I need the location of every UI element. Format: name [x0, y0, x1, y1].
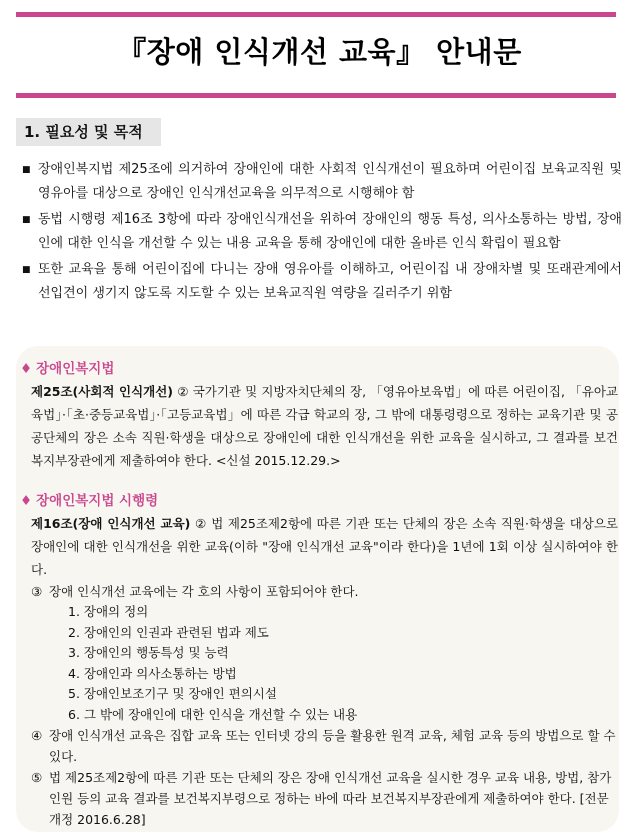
article-text: ② 법 제25조제2항에 따른 기관 또는 단체의 장은 소속 직원·학생을 대상으로 장애인에 대한 인식개선을 위한 교육(이하 "장애 인식개선 교육"이라 한다)을 1년에 1회 이상 실시하여야 한다.: [31, 516, 619, 577]
section-heading: 1. 필요성 및 목적: [16, 118, 161, 146]
title-divider: [16, 93, 616, 98]
list-item: 3. 장애인의 행동특성 및 능력: [68, 645, 229, 660]
top-divider: [16, 12, 616, 17]
article-item: ④ 장애 인식개선 교육은 집합 교육 또는 인터넷 강의 등을 활용한 원격 교육, 체험 교육 등의 방법으로 할 수 있다.: [31, 728, 616, 764]
list-item: 2. 장애인의 인권과 관련된 법과 제도: [68, 624, 269, 640]
diamond-icon: ♦: [20, 493, 33, 509]
square-bullet-icon: ■: [22, 215, 31, 225]
article-item: ③ 장애 인식개선 교육에는 각 호의 사항이 포함되어야 한다.: [31, 584, 359, 599]
square-bullet-icon: ■: [22, 265, 31, 275]
law-article: [20, 380, 618, 472]
article-title: 제16조(장애 인식개선 교육): [31, 516, 191, 531]
list-item: 5. 장애인보조기구 및 장애인 편의시설: [68, 686, 277, 701]
law-enforcement-decree: [20, 490, 618, 830]
law-heading: ♦ 장애인복지법: [20, 361, 115, 377]
law-article: [20, 512, 618, 581]
article-item: ⑤ 법 제25조제2항에 따른 기관 또는 단체의 장은 장애 인식개선 교육을 실시한 경우 교육 내용, 방법, 참가인원 등의 교육 결과를 보건복지부령으로 정하는 바에 따라 보건복지부장관에게 제출하여야 한다. [전문개정 2016.6.28]: [31, 770, 612, 827]
list-item: 6. 그 밖에 장애인에 대한 인식을 개선할 수 있는 내용: [68, 706, 358, 722]
list-item: ■ 동법 시행령 제16조 3항에 따라 장애인식개선을 위하여 장애인의 행동 특성, 의사소통하는 방법, 장애인에 대한 인식을 개선할 수 있는 내용 교육을 통해 장애인에 대한 올바른 인식 확립이 필요함: [22, 208, 622, 256]
list-item: 1. 장애의 정의: [68, 604, 149, 619]
purpose-list: [22, 158, 622, 308]
law-welfare-act: [20, 358, 618, 472]
law-heading: ♦ 장애인복지법 시행령: [20, 493, 159, 509]
list-item: 4. 장애인과 의사소통하는 방법: [68, 665, 237, 681]
diamond-icon: ♦: [20, 361, 33, 377]
list-item: ■ 또한 교육을 통해 어린이집에 다니는 장애 영유아를 이해하고, 어린이집 내 장애차별 및 또래관계에서 선입견이 생기지 않도록 지도할 수 있는 보육교직원 역량을 길러주기 위함: [22, 258, 622, 306]
list-item: ■ 장애인복지법 제25조에 의거하여 장애인에 대한 사회적 인식개선이 필요하며 어린이집 보육교직원 및 영유아를 대상으로 장애인 인식개선교육을 의무적으로 시행해야 함: [22, 158, 622, 206]
square-bullet-icon: ■: [22, 165, 31, 175]
page-title: 『장애 인식개선 교육』 안내문: [117, 35, 522, 69]
article-text: ② 국가기관 및 지방자치단체의 장, 「영유아보육법」에 따른 어린이집, 「유아교육법」·「초·중등교육법」·「고등교육법」에 따른 각급 학교의 장, 그 밖에 대통령령으로 정하는 교육기관 및 공공단체의 장은 소속 직원·학생을 대상으로 장애인에 대한 인식개선을 위한 교육을 실시하고, 그 결과를 보건복지부장관에게 제출하여야 한다. <신설 2015.12.29.>: [31, 384, 618, 468]
article-title: 제25조(사회적 인식개선): [31, 384, 174, 399]
